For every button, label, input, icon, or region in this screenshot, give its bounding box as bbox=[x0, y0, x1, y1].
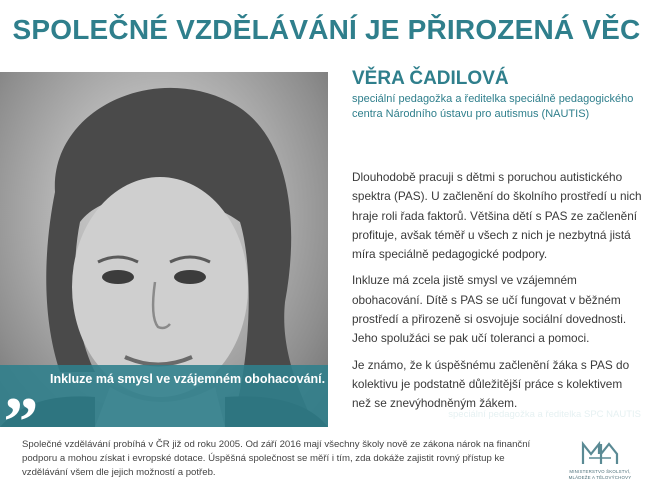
msmt-logo-icon bbox=[580, 438, 620, 468]
left-eye bbox=[102, 270, 134, 284]
body-paragraph: Inkluze má zcela jistě smysl ve vzájemném obohacování. Dítě s PAS se učí fungovat v běžném prostředí a přirozeně si osvojuje sociální dovednosti. Jeho spolužáci se pak učí toleranci a pomoci. bbox=[352, 273, 627, 346]
msmt-logo bbox=[560, 438, 640, 484]
person-name: VĚRA ČADILOVÁ bbox=[352, 68, 509, 89]
quote-author-role: speciální pedagožka a ředitelka SPC NAUTIS bbox=[448, 409, 641, 420]
right-eye bbox=[174, 270, 206, 284]
headline: SPOLEČNÉ VZDĚLÁVÁNÍ JE PŘIROZENÁ VĚC bbox=[12, 14, 641, 45]
logo-caption-line1: MINISTERSTVO ŠKOLSTVÍ, bbox=[569, 469, 631, 474]
person-role: speciální pedagožka a ředitelka speciálně pedagogického centra Národního ústavu pro autismus (NAUTIS) bbox=[352, 93, 634, 120]
body-text bbox=[352, 168, 642, 421]
quote-mark-icon: „ bbox=[4, 348, 39, 425]
logo-caption-line2: MLÁDEŽE A TĚLOVÝCHOVY bbox=[568, 475, 632, 480]
quote-author: Věra Čadilová bbox=[571, 395, 641, 407]
quote-text: Inkluze má smysl ve vzájemném obohacování. bbox=[50, 372, 326, 386]
body-paragraph: Dlouhodobě pracuji s dětmi s poruchou autistického spektra (PAS). U začlenění do školního prostředí u nich hraje roli řada faktorů. Většina dětí s PAS ze začlenění profituje, avšak téměř u všech z nich je nezbytná jistá míra speciálně pedagogické podpory. bbox=[352, 170, 642, 262]
body-paragraph: Je známo, že k úspěšnému začlenění žáka s PAS do kolektivu je podstatně důležitější práce s kolektivem než se znevýhodněným žákem. bbox=[352, 357, 630, 411]
footer-note: Společné vzdělávání probíhá v ČR již od roku 2005. Od září 2016 mají všechny školy nově ze zákona nárok na finanční podporu a mohou získat i evropské dotace. Úspěšná společnost se měří i tím, zda dokáže zajistit rovný přístup ke vzdělávání všem dle jejich možností a potřeb. bbox=[22, 439, 531, 478]
